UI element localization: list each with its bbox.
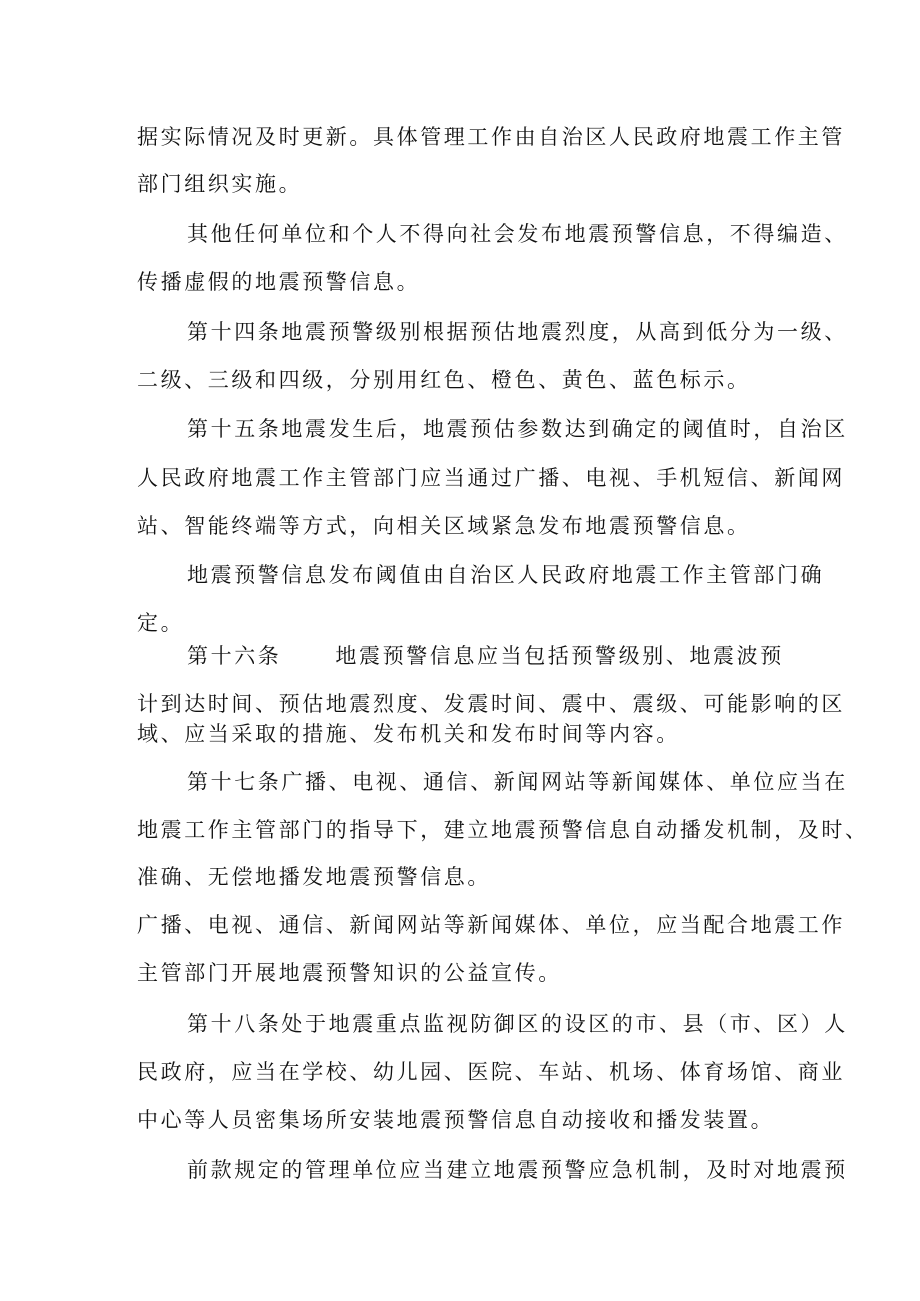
text-line: 地震预警信息发布阈值由自治区人民政府地震工作主管部门确 xyxy=(187,563,825,587)
text-line: 站、智能终端等方式，向相关区域紧急发布地震预警信息。 xyxy=(137,514,751,538)
text-line: 广播、电视、通信、新闻网站等新闻媒体、单位，应当配合地震工作 xyxy=(137,913,845,937)
text-line: 主管部门开展地震预警知识的公益宣传。 xyxy=(137,961,562,985)
text-line: 其他任何单位和个人不得向社会发布地震预警信息，不得编造、 xyxy=(187,222,848,246)
text-line: 二级、三级和四级，分别用红色、橙色、黄色、蓝色标示。 xyxy=(137,368,751,392)
text-line: 第十四条地震预警级别根据预估地震烈度，从高到低分为一级、 xyxy=(187,320,848,344)
text-line: 传播虚假的地震预警信息。 xyxy=(137,270,421,294)
article-text: 地震预警信息应当包括预警级别、地震波预 xyxy=(335,644,784,668)
text-line: 第十八条处于地震重点监视防御区的设区的市、县（市、区）人 xyxy=(187,1012,848,1036)
text-line: 第十七条广播、电视、通信、新闻网站等新闻媒体、单位应当在 xyxy=(187,770,848,794)
text-line: 人民政府地震工作主管部门应当通过广播、电视、手机短信、新闻网 xyxy=(137,466,845,490)
text-line: 地震工作主管部门的指导下，建立地震预警信息自动播发机制，及时、 xyxy=(137,818,869,842)
text-line: 计到达时间、预估地震烈度、发震时间、震中、震级、可能影响的区 xyxy=(137,692,845,716)
text-line-article-heading xyxy=(187,642,784,670)
article-number: 第十六条 xyxy=(187,644,282,668)
text-line: 第十五条地震发生后，地震预估参数达到确定的阈值时，自治区 xyxy=(187,417,848,441)
text-line: 中心等人员密集场所安装地震预警信息自动接收和播发装置。 xyxy=(137,1108,775,1132)
text-line: 域、应当采取的措施、发布机关和发布时间等内容。 xyxy=(137,722,680,746)
text-line: 据实际情况及时更新。具体管理工作由自治区人民政府地震工作主管 xyxy=(137,125,845,149)
text-line: 定。 xyxy=(137,611,185,635)
text-line: 前款规定的管理单位应当建立地震预警应急机制，及时对地震预 xyxy=(187,1158,848,1182)
text-line: 准确、无偿地播发地震预警信息。 xyxy=(137,865,491,889)
text-line: 民政府，应当在学校、幼儿园、医院、车站、机场、体育场馆、商业 xyxy=(137,1060,845,1084)
text-line: 部门组织实施。 xyxy=(137,172,303,196)
